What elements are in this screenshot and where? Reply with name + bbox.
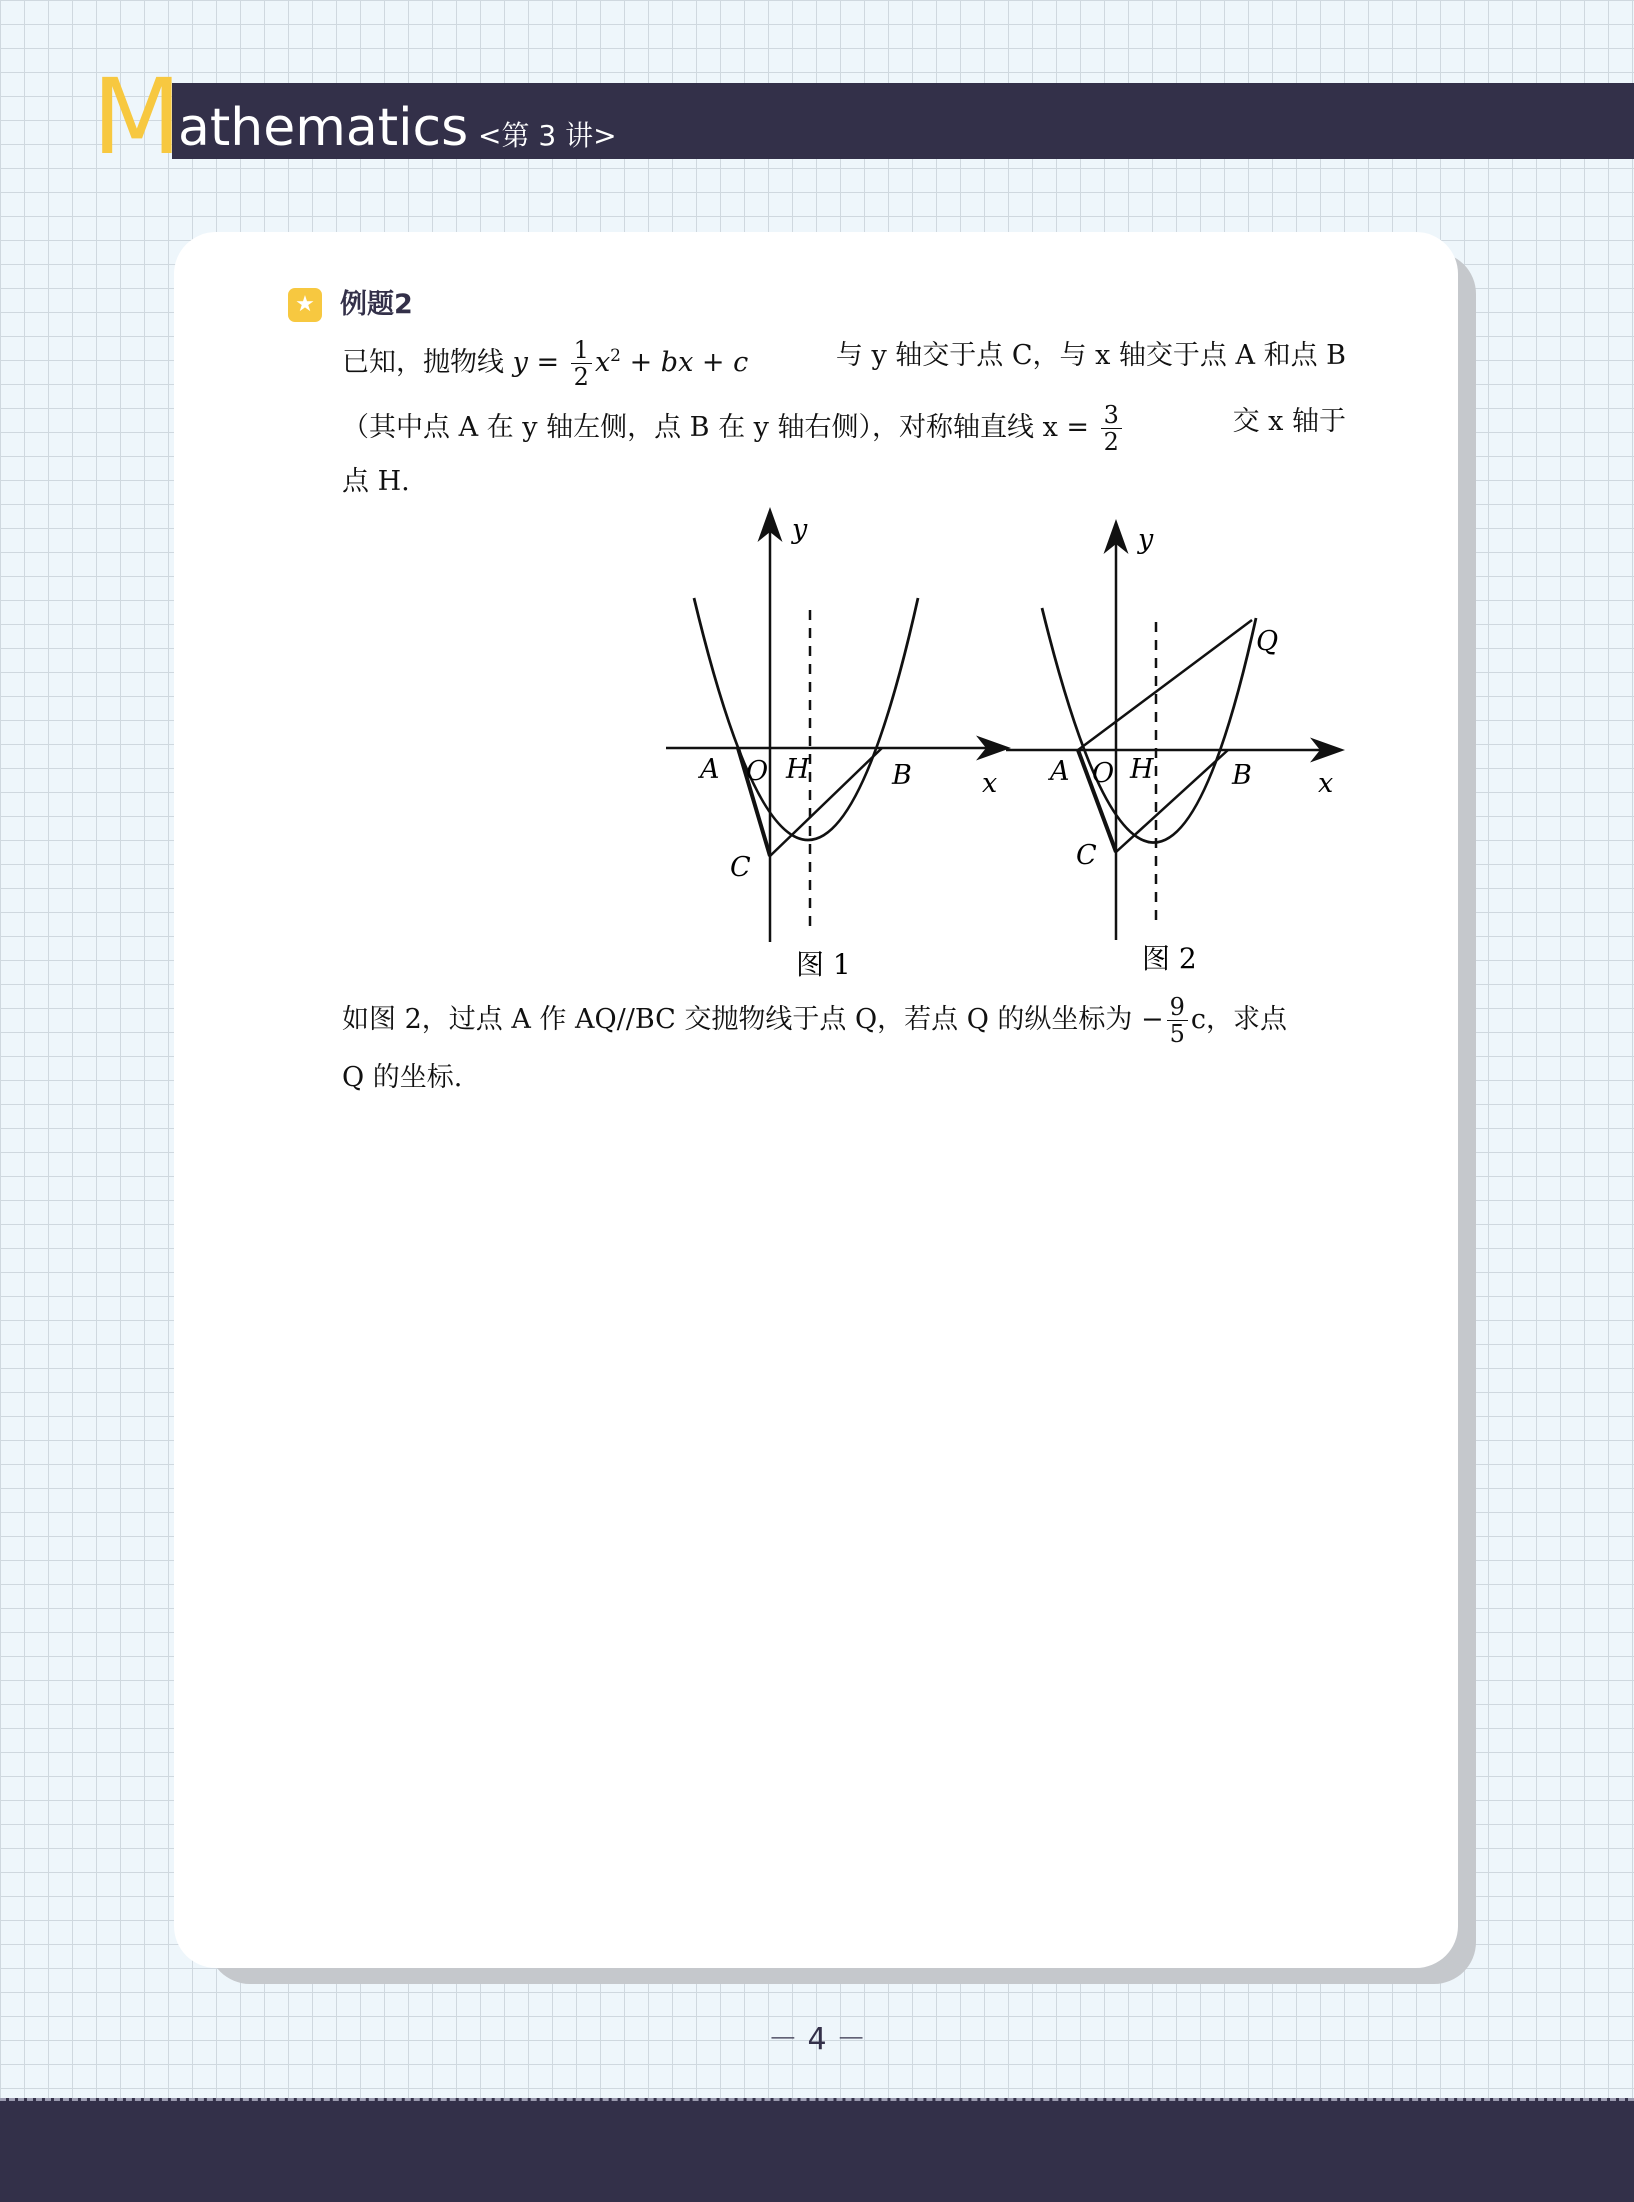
page-number: － 4 － (767, 2022, 867, 2057)
fraction-numerator: 3 (1101, 402, 1122, 429)
fig1-label-y: y (792, 514, 808, 545)
fraction-denominator: 2 (1103, 428, 1119, 456)
problem-line-3: 点 H. (342, 466, 410, 497)
fig1-label-b: B (892, 760, 912, 791)
brand-initial: M (92, 56, 182, 178)
line1-eq: = (527, 347, 568, 378)
fig2-label-h: H (1130, 754, 1154, 785)
parabola-figures (656, 502, 1356, 982)
line4-text-a: 如图 2，过点 A 作 AQ//BC 交抛物线于点 Q，若点 Q 的纵坐标为 − (342, 1004, 1164, 1035)
fig1-label-h: H (786, 754, 810, 785)
fig1-label-a: A (700, 754, 720, 785)
fig2-label-o: O (1092, 758, 1115, 789)
fraction-one-half (571, 337, 592, 390)
problem-line-1 (342, 336, 1346, 390)
fig2-parabola (1042, 608, 1256, 843)
fig2-label-c: C (1076, 840, 1097, 871)
line2-text-a: （其中点 A 在 y 轴左侧，点 B 在 y 轴右侧），对称轴直线 x = (342, 412, 1098, 443)
fig2-label-q: Q (1256, 626, 1279, 657)
lecture-label: <第 3 讲> (478, 119, 617, 152)
fraction-denominator: 2 (573, 363, 589, 391)
line1-text-b: 与 y 轴交于点 C，与 x 轴交于点 A 和点 B (835, 340, 1346, 371)
line1-exponent: 2 (610, 346, 621, 366)
fig1-parabola (694, 598, 918, 840)
figure-2 (1006, 524, 1340, 975)
fraction-numerator: 1 (571, 337, 592, 364)
fig2-label-y: y (1138, 524, 1154, 555)
example-title: 例题2 (340, 289, 413, 320)
fig2-caption: 图 2 (1142, 942, 1197, 975)
fig1-caption: 图 1 (796, 948, 851, 981)
fraction-nine-fifths (1167, 994, 1188, 1047)
fig1-label-c: C (730, 852, 751, 883)
problem-line-4 (342, 994, 1346, 1047)
figure-1 (666, 512, 1006, 981)
problem-line-5: Q 的坐标. (342, 1062, 463, 1093)
line1-text-a: 已知，抛物线 (342, 347, 513, 378)
line1-rest: + bx + c (621, 347, 749, 378)
star-icon: ★ (288, 288, 322, 322)
line1-var-x: x (594, 347, 611, 378)
line4-text-b: c，求点 (1190, 1004, 1288, 1035)
fig1-label-o: O (746, 756, 769, 787)
fig1-label-x: x (982, 768, 998, 799)
fig2-label-a: A (1050, 756, 1070, 787)
fraction-numerator: 9 (1167, 994, 1188, 1021)
fig2-label-b: B (1232, 760, 1252, 791)
fraction-three-halves (1101, 402, 1122, 455)
problem-line-2 (342, 402, 1346, 455)
fraction-denominator: 5 (1169, 1020, 1185, 1048)
bottom-band (0, 2098, 1634, 2202)
fig2-label-x: x (1318, 768, 1334, 799)
brand-title: athematics (178, 98, 469, 158)
line1-var-y: y (512, 347, 528, 378)
line2-text-b: 交 x 轴于 (1232, 406, 1346, 437)
